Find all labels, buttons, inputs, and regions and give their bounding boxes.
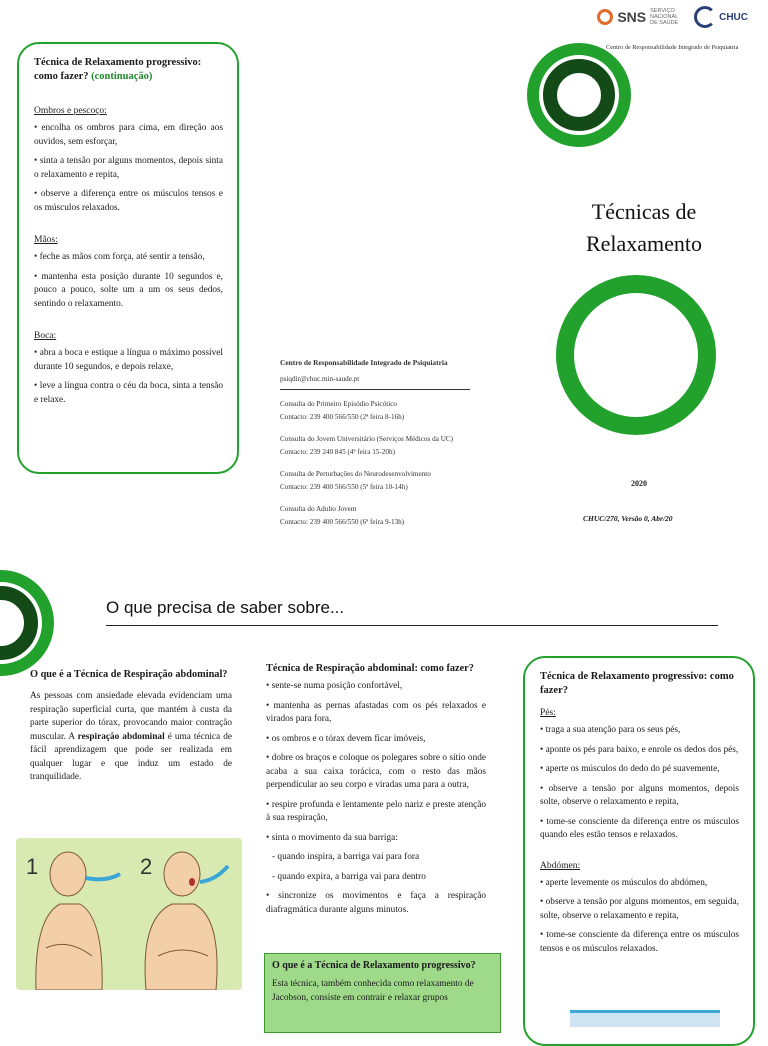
breathing-illustration: [16, 838, 242, 990]
ring-left-inner: [0, 586, 38, 660]
panel-right-sections: [540, 708, 739, 956]
panel-right-section-heading: Abdómen:: [540, 860, 581, 871]
panel-left-section-item: • feche as mãos com força, até sentir a tensão,: [34, 252, 205, 262]
illus-number-2: 2: [140, 854, 153, 879]
section-title: O que precisa de saber sobre...: [106, 598, 345, 617]
panel-right-section-item: • tome-se consciente da diferença entre os músculos quando eles estão tensos e relaxados.: [540, 816, 739, 840]
breathing-illustration-svg: [16, 838, 242, 990]
col2-items: [266, 680, 486, 917]
figure-1-icon: [36, 852, 120, 990]
sns-logo-icon: [597, 9, 613, 25]
panel-left-section-item: • mantenha esta posição durante 10 segundos e, pouco a pouco, solte um a um os seus dedos, sentindo o relaxamento.: [34, 271, 223, 309]
contact-item: [280, 505, 470, 526]
figure-2-icon: [145, 852, 228, 990]
progressive-intro-box: [264, 953, 501, 1033]
cover-title: [544, 196, 744, 260]
panel-left-section-item: • sinta a tensão por alguns momentos, depois sinta o relaxamento e repita,: [34, 156, 223, 180]
contact-phone: Contacto: 239 240 845 (4ª feira 15-20h): [280, 448, 395, 456]
box-question: O que é a Técnica de Relaxamento progressivo?: [272, 960, 476, 971]
panel-right-title: Técnica de Relaxamento progressivo: como fazer?: [540, 671, 734, 696]
panel-left-continuation: (continuação): [91, 71, 153, 82]
col2-item: • sente-se numa posição confortável,: [266, 681, 403, 691]
col1-text-bold: respiração abdominal: [77, 731, 165, 742]
col2-item: • mantenha as pernas afastadas com os pés relaxados e virados para fora,: [266, 700, 486, 724]
cover-title-line2: Relaxamento: [585, 231, 703, 256]
bottom-image-fragment: [570, 1010, 720, 1027]
header-logos: [597, 6, 748, 28]
col2-item: • os ombros e o tórax devem ficar imóveis,: [266, 733, 426, 744]
cover-year: 2020: [631, 479, 647, 488]
col-abdominal-intro: [30, 668, 232, 785]
contacts-divider: [280, 389, 470, 390]
panel-relaxation-howto: [523, 656, 755, 1046]
contacts-heading: Centro de Responsabilidade Integrado de Psiquiatria: [280, 358, 448, 367]
col2-item: • respire profunda e lentamente pelo nariz e preste atenção à sua respiração,: [266, 799, 486, 823]
contact-name: Consulta de Perturbações do Neurodesenvolvimento: [280, 470, 431, 478]
col1-question: O que é a Técnica de Respiração abdominal?: [30, 669, 228, 680]
ring-large-outer: [527, 43, 631, 147]
col1-text-before: As pessoas com ansiedade elevada evidenciam uma respiração superficial curta, que mantém à custa da parte superior do tórax, provocando maior contração muscular. A: [30, 691, 232, 742]
contact-name: Consulta do Adulto Jovem: [280, 505, 357, 513]
panel-right-section-item: • aperte os músculos do dedo do pé suavemente,: [540, 764, 720, 774]
panel-left-section-heading: Ombros e pescoço:: [34, 106, 107, 116]
sns-sub: SERVIÇO NACIONAL DE SAÚDE: [650, 8, 679, 26]
panel-right-section-item: • aponte os pés para baixo, e enrole os dedos dos pés,: [540, 744, 739, 755]
contact-phone: Contacto: 239 400 566/550 (2ª feira 8-16h): [280, 413, 405, 421]
col2-item: - quando inspira, a barriga vai para fora: [272, 852, 420, 862]
contacts-email[interactable]: psiqdir@chuc.min-saude.pt: [280, 375, 360, 383]
contacts-items: [280, 400, 470, 526]
contact-phone: Contacto: 239 400 566/550 (6ª feira 9-13h): [280, 518, 405, 526]
col2-question: Técnica de Respiração abdominal: como fazer?: [266, 663, 474, 674]
cover-code: CHUC/270, Versão 0, Abr/20: [583, 514, 673, 523]
ring-large-inner: [543, 59, 615, 131]
contact-item: [280, 400, 470, 421]
chuc-logo: [694, 6, 748, 28]
panel-right-section-item: • traga a sua atenção para os seus pés,: [540, 725, 681, 735]
panel-left-section-item: • observe a diferença entre os músculos tensos e os músculos relaxados.: [34, 189, 223, 213]
panel-left-section-item: • encolha os ombros para cima, em direção aos ouvidos, sem esforçar,: [34, 123, 223, 147]
contact-name: Consulta do Primeiro Episódio Psicótico: [280, 400, 397, 408]
chuc-label: CHUC: [719, 11, 748, 23]
panel-left-title-text: Técnica de Relaxamento progressivo: como fazer?: [34, 57, 202, 82]
panel-left-title: [34, 56, 223, 84]
col2-item: • sinta o movimento da sua barriga:: [266, 832, 398, 843]
col1-text-after: é uma técnica de fácil aprendizagem que pode ser realizada em qualquer lugar e que induz um estado de tranquilidade.: [30, 731, 232, 782]
col2-item: • sincronize os movimentos e faça a respiração diafragmática durante alguns minutos.: [266, 891, 486, 915]
contact-name: Consulta do Jovem Universitário (Serviços Médicos da UC): [280, 435, 454, 443]
chuc-logo-icon: [694, 6, 716, 28]
cover-title-line1: Técnicas de: [591, 199, 697, 224]
contacts-block: [280, 358, 470, 540]
sns-logo: [597, 8, 684, 26]
col1-text: [30, 690, 232, 785]
col2-item: - quando expira, a barriga vai para dentro: [272, 871, 426, 882]
panel-left-section-item: • abra a boca e estique a língua o máximo possível durante 10 segundos, e depois relaxe,: [34, 348, 223, 372]
contact-item: [280, 470, 470, 491]
panel-left-sections: [34, 106, 223, 407]
panel-left-section-heading: Mãos:: [34, 235, 58, 245]
illus-number-1: 1: [26, 854, 39, 879]
box-text: Esta técnica, também conhecida como relaxamento de Jacobson, consiste em contrair e relaxar grupos: [272, 979, 474, 1003]
panel-left-section-heading: Boca:: [34, 331, 57, 341]
sns-label: SNS: [617, 9, 647, 25]
col-abdominal-howto: [266, 662, 486, 923]
panel-right-section-heading: Pés:: [540, 708, 556, 718]
section-title-underline: [106, 625, 718, 626]
contact-item: [280, 435, 470, 456]
center-caption: Centro de Responsabilidade Integrado de Psiquiatria: [606, 44, 739, 51]
panel-relaxation-continued: [17, 42, 239, 474]
col2-item: • dobre os braços e coloque os polegares sobre o sítio onde acaba a sua caixa torácica, com o resto das mãos perpendicular ao seu corpo e viradas uma para a outra,: [266, 753, 486, 790]
ring-left-outer: [0, 570, 54, 676]
panel-right-section-item: • tome-se consciente da diferença entre os músculos tensos e os músculos relaxados.: [540, 930, 739, 954]
panel-right-section-item: • observe a tensão por alguns momentos, em seguida, solte, observe o relaxamento e repita,: [540, 897, 739, 921]
ring-cover: [556, 275, 716, 435]
panel-left-section-item: • leve a língua contra o céu da boca, sinta a tensão e relaxe.: [34, 381, 223, 405]
panel-right-section-item: • aperte levemente os músculos do abdómen,: [540, 877, 708, 888]
contact-phone: Contacto: 239 400 566/550 (5ª feira 10-14h): [280, 483, 408, 491]
panel-right-section-item: • observe a tensão por alguns momentos, depois solte, observe o relaxamento e repita,: [540, 783, 739, 807]
